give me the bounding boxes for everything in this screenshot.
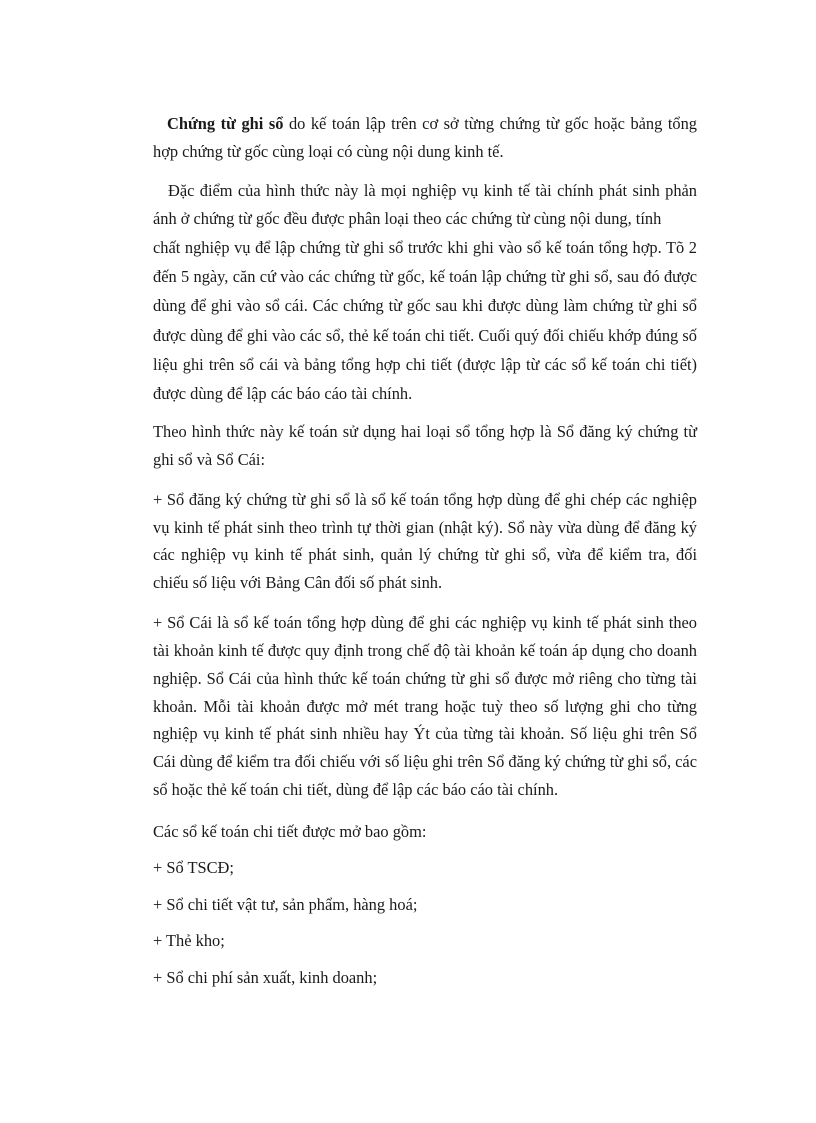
list-item: + Thẻ kho; — [153, 931, 225, 951]
bold-term: Chứng từ ghi sổ — [167, 114, 284, 133]
list-heading: Các sổ kế toán chi tiết được mở bao gồm: — [153, 821, 427, 841]
paragraph-register-book: + Sổ đăng ký chứng từ ghi sổ là sổ kế toán tổng hợp dùng để ghi chép các nghiệp vụ kinh tế phát sinh theo trình tự thời gian (nhật ký). Sổ này vừa dùng để đăng ký các nghiệp vụ kinh tế phát sinh, quản lý chứng từ ghi sổ, vừa để kiểm tra, đối chiếu số liệu với Bảng Cân đối số phát sinh. — [153, 490, 697, 592]
paragraph-general-ledger: + Sổ Cái là sổ kế toán tổng hợp dùng để ghi các nghiệp vụ kinh tế phát sinh theo tài khoản kinh tế được quy định trong chế độ tài khoản kế toán áp dụng cho doanh nghiệp. Sổ Cái của hình thức kế toán chứng từ ghi sổ được mở riêng cho từng tài khoản. Mỗi tài khoản được mở mét trang hoặc tuỳ theo số lượng ghi cho từng nghiệp vụ kinh tế phát sinh nhiều hay Ýt của từng tài khoản. Số liệu ghi trên Sổ Cái dùng để kiểm tra đối chiếu với số liệu ghi trên Sổ đăng ký chứng từ ghi sổ, các sổ hoặc thẻ kế toán chi tiết, dùng để lập các báo cáo tài chính. — [153, 613, 697, 799]
paragraph-procedure: chất nghiệp vụ để lập chứng từ ghi sổ trước khi ghi vào sổ kế toán tổng hợp. Tõ 2 đến 5 ngày, căn cứ vào các chứng từ gốc, kế toán lập chứng từ ghi sổ, sau đó được dùng để ghi vào sổ cái. Các chứng từ gốc sau khi được dùng làm chứng từ ghi sổ được dùng để ghi vào các sổ, thẻ kế toán chi tiết. Cuối quý đối chiếu khớp đúng số liệu ghi trên sổ cái và bảng tổng hợp chi tiết (được lập từ các sổ kế toán chi tiết) được dùng để lập các báo cáo tài chính. — [153, 238, 697, 404]
list-item: + Sổ chi phí sản xuất, kinh doanh; — [153, 967, 378, 987]
paragraph-intro — [153, 110, 697, 166]
list-item: + Sổ TSCĐ; — [153, 858, 234, 878]
paragraph-characteristics: Đặc điểm của hình thức này là mọi nghiệp vụ kinh tế tài chính phát sinh phản ánh ở chứng từ gốc đều được phân loại theo các chứng từ cùng nội dung, tính — [153, 181, 697, 228]
list-item: + Sổ chi tiết vật tư, sản phẩm, hàng hoá; — [153, 894, 418, 914]
document-body — [153, 110, 697, 1000]
paragraph-ledger-types: Theo hình thức này kế toán sử dụng hai loại sổ tổng hợp là Sổ đăng ký chứng từ ghi sổ và Sổ Cái: — [153, 422, 697, 469]
paragraph-intro-text: do kế toán lập trên cơ sở từng chứng từ gốc hoặc bảng tổng hợp chứng từ gốc cùng loại có cùng nội dung kinh tế. — [153, 114, 697, 161]
